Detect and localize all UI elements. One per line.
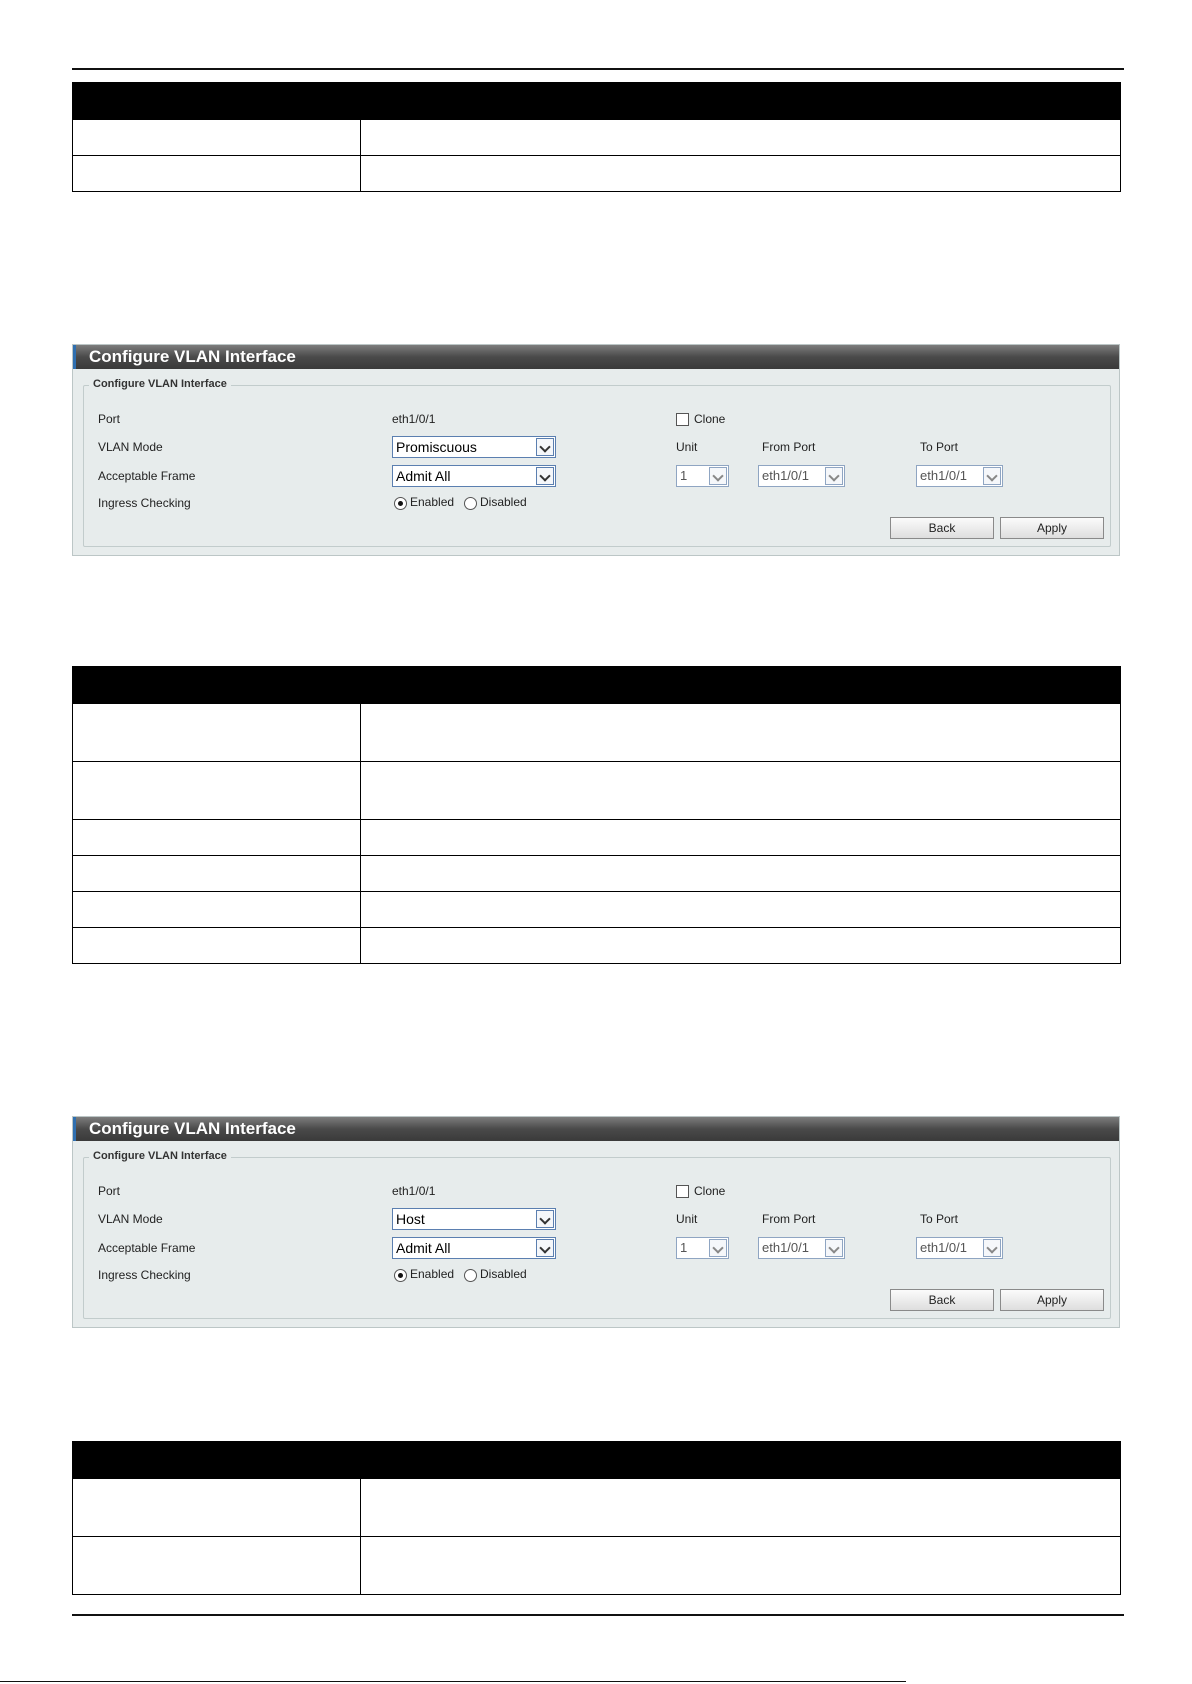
chevron-down-icon [983, 467, 1001, 485]
enabled-label: Enabled [410, 1267, 455, 1281]
to-port-value: eth1/0/1 [920, 468, 967, 483]
fieldset [83, 1150, 1111, 1319]
from-port-value: eth1/0/1 [762, 1240, 809, 1255]
unit-value: 1 [680, 1240, 688, 1255]
disabled-label: Disabled [480, 1267, 527, 1281]
ingress-enabled-radio[interactable] [394, 1269, 407, 1282]
table-row [73, 928, 1121, 964]
chevron-down-icon [983, 1239, 1001, 1257]
chevron-down-icon [536, 438, 554, 456]
table-row [73, 120, 1121, 156]
vlan-mode-label: VLAN Mode [98, 1212, 163, 1226]
vlan-mode-value: Host [396, 1211, 425, 1227]
to-port-value: eth1/0/1 [920, 1240, 967, 1255]
chevron-down-icon [709, 467, 727, 485]
port-label: Port [98, 412, 121, 426]
unit-value: 1 [680, 468, 688, 483]
from-port-value: eth1/0/1 [762, 468, 809, 483]
to-port-label: To Port [920, 440, 959, 454]
table-header [73, 667, 1121, 704]
table-row [73, 892, 1121, 928]
top-rule [72, 68, 1124, 70]
table-row [73, 1537, 1121, 1595]
bottom-rule [72, 1614, 1124, 1616]
enabled-label: Enabled [410, 495, 455, 509]
vlan-mode-select[interactable] [392, 1208, 556, 1230]
chevron-down-icon [536, 1210, 554, 1228]
table-row [73, 856, 1121, 892]
acceptable-frame-label: Acceptable Frame [98, 1241, 196, 1255]
fieldset [83, 378, 1111, 547]
from-port-label: From Port [762, 1212, 816, 1226]
port-label: Port [98, 1184, 121, 1198]
vlan-mode-value: Promiscuous [396, 439, 477, 455]
back-button[interactable]: Back [890, 1289, 994, 1311]
table-row [73, 762, 1121, 820]
from-port-select[interactable] [758, 1237, 845, 1259]
clone-label: Clone [694, 1184, 726, 1198]
acceptable-frame-select[interactable] [392, 465, 556, 487]
back-button[interactable]: Back [890, 517, 994, 539]
fieldset-legend: Configure VLAN Interface [89, 378, 231, 390]
ingress-disabled-radio[interactable] [464, 1269, 477, 1282]
from-port-select[interactable] [758, 465, 845, 487]
ingress-enabled-radio[interactable] [394, 497, 407, 510]
chevron-down-icon [825, 1239, 843, 1257]
to-port-select[interactable] [916, 1237, 1003, 1259]
from-port-label: From Port [762, 440, 816, 454]
ingress-checking-label: Ingress Checking [98, 496, 191, 510]
acceptable-frame-label: Acceptable Frame [98, 469, 196, 483]
fieldset-legend: Configure VLAN Interface [89, 1150, 231, 1162]
port-value: eth1/0/1 [392, 412, 436, 426]
chevron-down-icon [709, 1239, 727, 1257]
unit-label: Unit [676, 1212, 698, 1226]
table-header [73, 83, 1121, 120]
vlan-mode-label: VLAN Mode [98, 440, 163, 454]
clone-checkbox[interactable] [676, 1185, 689, 1198]
table-row [73, 156, 1121, 192]
parameter-table [72, 1441, 1121, 1595]
acceptable-frame-value: Admit All [396, 468, 451, 484]
acceptable-frame-select[interactable] [392, 1237, 556, 1259]
vlan-mode-select[interactable] [392, 436, 556, 458]
disabled-label: Disabled [480, 495, 527, 509]
ingress-checking-label: Ingress Checking [98, 1268, 191, 1282]
table-row [73, 1479, 1121, 1537]
clone-checkbox[interactable] [676, 413, 689, 426]
parameter-table [72, 82, 1121, 192]
unit-select[interactable] [676, 465, 729, 487]
port-value: eth1/0/1 [392, 1184, 436, 1198]
apply-button[interactable]: Apply [1000, 517, 1104, 539]
to-port-select[interactable] [916, 465, 1003, 487]
parameter-table [72, 666, 1121, 964]
clone-label: Clone [694, 412, 726, 426]
configure-vlan-interface-panel [72, 1116, 1120, 1328]
chevron-down-icon [536, 1239, 554, 1257]
ingress-disabled-radio[interactable] [464, 497, 477, 510]
acceptable-frame-value: Admit All [396, 1240, 451, 1256]
panel-title: Configure VLAN Interface [73, 345, 1119, 369]
to-port-label: To Port [920, 1212, 959, 1226]
footer-rule [0, 1681, 906, 1682]
table-row [73, 704, 1121, 762]
unit-label: Unit [676, 440, 698, 454]
chevron-down-icon [825, 467, 843, 485]
unit-select[interactable] [676, 1237, 729, 1259]
table-header [73, 1442, 1121, 1479]
chevron-down-icon [536, 467, 554, 485]
apply-button[interactable]: Apply [1000, 1289, 1104, 1311]
configure-vlan-interface-panel [72, 344, 1120, 556]
table-row [73, 820, 1121, 856]
panel-title: Configure VLAN Interface [73, 1117, 1119, 1141]
